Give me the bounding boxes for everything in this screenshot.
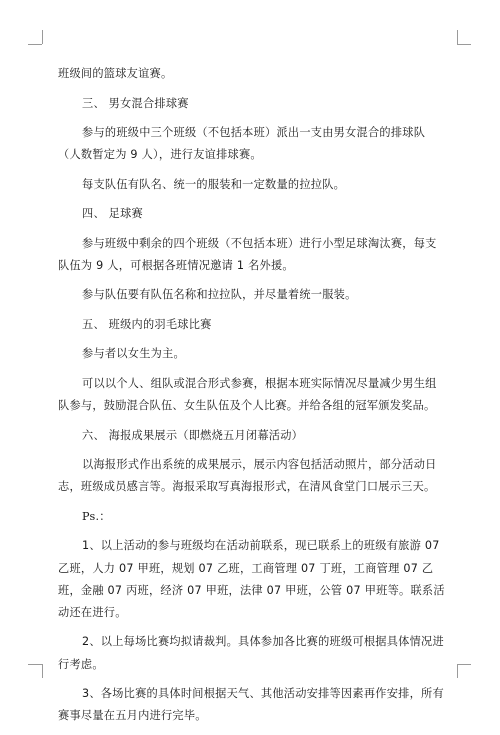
paragraph-badminton-participants: 参与者以女生为主。 — [82, 347, 185, 361]
crop-mark-bottom-right — [440, 650, 500, 707]
ps-note-2: 2、以上每场比赛均拟请裁判。具体参加各比赛的班级可根据具体情况进行考虑。 — [58, 635, 444, 671]
section-heading-football: 四、 足球赛 — [82, 207, 143, 221]
paragraph-football-format: 参与班级中剩余的四个班级（不包括本班）进行小型足球淘汰赛，每支队伍为 9 人，可根据各班情况邀请 1 名外援。 — [58, 236, 437, 272]
document-body — [58, 63, 446, 735]
paragraph-volleyball-teams: 参与的班级中三个班级（不包括本班）派出一支由男女混合的排球队（人数暂定为 9 人），进行友谊排球赛。 — [58, 126, 426, 162]
ps-heading: Ps.： — [82, 509, 111, 523]
crop-mark-top-left — [0, 0, 60, 60]
crop-mark-bottom-left — [0, 650, 60, 707]
paragraph-football-requirements: 参与队伍要有队伍名称和拉拉队，并尽量着统一服装。 — [82, 288, 357, 302]
paragraph-badminton-format: 可以以个人、组队或混合形式参赛，根据本班实际情况尽量减少男生组队参与，鼓励混合队伍、女生队伍及个人比赛。并给各组的冠军颁发奖品。 — [58, 376, 437, 413]
paragraph-continuation: 班级间的篮球友谊赛。 — [58, 67, 173, 80]
ps-note-1: 1、以上活动的参与班级均在活动前联系，现已联系上的班级有旅游 07 乙班，人力 07 甲班，规划 07 乙班，工商管理 07 丁班，工商管理 07 乙班，金融 07 丙班，经济 07 甲班，法律 07 甲班，公管 07 甲班等。联系活动还在进行。 — [58, 539, 445, 619]
paragraph-volleyball-requirements: 每支队伍有队名、统一的服装和一定数量的拉拉队。 — [82, 177, 346, 191]
section-heading-badminton: 五、 班级内的羽毛球比赛 — [82, 317, 212, 331]
paragraph-poster-display: 以海报形式作出系统的成果展示，展示内容包括活动照片，部分活动日志，班级成员感言等。海报采取写真海报形式，在清风食堂门口展示三天。 — [58, 458, 437, 494]
section-heading-poster: 六、 海报成果展示（即燃烧五月闭幕活动） — [82, 428, 304, 442]
crop-mark-top-right — [440, 0, 500, 60]
ps-note-3: 3、各场比赛的具体时间根据天气、其他活动安排等因素再作安排，所有赛事尽量在五月内进行完毕。 — [58, 687, 444, 723]
section-heading-volleyball: 三、 男女混合排球赛 — [82, 96, 189, 110]
